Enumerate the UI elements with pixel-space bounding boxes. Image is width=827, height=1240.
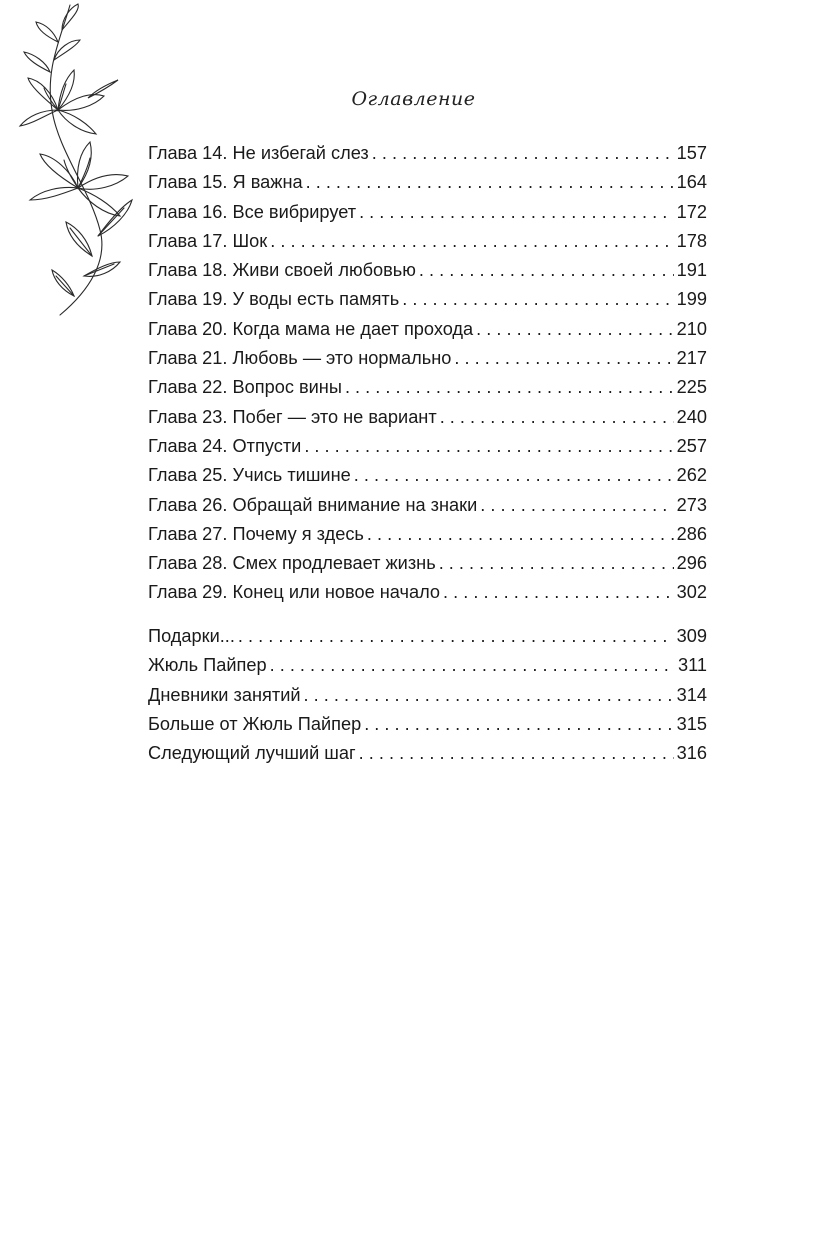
toc-entry-page: 164	[676, 172, 707, 193]
toc-extras-list	[148, 626, 707, 772]
toc-entry-label: Глава 17. Шок	[148, 230, 268, 251]
toc-entry-label: Глава 20. Когда мама не дает прохода	[148, 318, 474, 339]
toc-chapter-entry[interactable]	[148, 553, 707, 582]
dot-leader	[270, 655, 675, 676]
floral-ornament	[0, 0, 150, 330]
dot-leader	[367, 524, 674, 545]
toc-entry-label: Глава 15. Я важна	[148, 172, 303, 193]
toc-chapter-entry[interactable]	[148, 172, 707, 201]
dot-leader	[419, 260, 674, 281]
toc-entry-label: Глава 18. Живи своей любовью	[148, 260, 416, 281]
toc-entry-page: 217	[676, 348, 707, 369]
toc-chapter-entry[interactable]	[148, 231, 707, 260]
toc-title: Оглавление	[351, 88, 476, 110]
toc-entry-page: 178	[676, 230, 707, 251]
toc-extra-entry[interactable]	[148, 655, 707, 684]
toc-entry-label: Подарки...	[148, 626, 235, 646]
toc-entry-label: Следующий лучший шаг	[148, 743, 356, 764]
toc-chapter-entry[interactable]	[148, 202, 707, 231]
toc-chapter-entry[interactable]	[148, 436, 707, 465]
toc-entry-page: 316	[676, 743, 707, 764]
dot-leader	[359, 743, 674, 764]
toc-entry-page: 286	[676, 523, 707, 544]
toc-chapter-entry[interactable]	[148, 348, 707, 377]
toc-entry-label: Глава 26. Обращай внимание на знаки	[148, 494, 478, 515]
toc-entry-page: 225	[676, 377, 707, 398]
toc-chapter-list	[148, 143, 707, 612]
dot-leader	[476, 319, 673, 340]
toc-entry-label: Глава 24. Отпусти	[148, 435, 302, 456]
toc-chapter-entry[interactable]	[148, 495, 707, 524]
toc-entry-page: 314	[676, 684, 707, 705]
toc-chapter-entry[interactable]	[148, 143, 707, 172]
toc-extra-entry[interactable]	[148, 714, 707, 743]
toc-entry-label: Глава 27. Почему я здесь	[148, 523, 364, 544]
toc-entry-label: Больше от Жюль Пайпер	[148, 713, 362, 734]
dot-leader	[345, 377, 674, 398]
toc-entry-page: 273	[676, 494, 707, 515]
toc-entry-page: 311	[678, 655, 707, 676]
toc-chapter-entry[interactable]	[148, 319, 707, 348]
dot-leader	[443, 582, 674, 603]
toc-entry-page: 199	[676, 289, 707, 310]
toc-entry-page: 262	[676, 465, 707, 486]
toc-entry-label: Дневники занятий	[148, 684, 301, 705]
dot-leader	[372, 143, 674, 164]
dot-leader	[354, 465, 674, 486]
dot-leader	[454, 348, 673, 369]
toc-entry-page: 172	[676, 201, 707, 222]
toc-extra-entry[interactable]	[148, 685, 707, 714]
toc-entry-page: 257	[676, 435, 707, 456]
toc-entry-label: Глава 29. Конец или новое начало	[148, 582, 441, 603]
dot-leader	[359, 202, 674, 223]
toc-entry-page: 296	[676, 553, 707, 574]
toc-entry-page: 210	[676, 318, 707, 339]
toc-entry-page: 302	[676, 582, 707, 603]
toc-entry-label: Глава 23. Побег — это не вариант	[148, 406, 437, 427]
toc-entry-label: Глава 28. Смех продлевает жизнь	[148, 553, 436, 574]
dot-leader	[304, 685, 674, 706]
toc-entry-page: 309	[676, 626, 707, 646]
toc-entry-label: Глава 21. Любовь — это нормально	[148, 348, 452, 369]
toc-chapter-entry[interactable]	[148, 465, 707, 494]
toc-chapter-entry[interactable]	[148, 289, 707, 318]
toc-entry-page: 157	[676, 143, 707, 163]
toc-chapter-entry[interactable]	[148, 377, 707, 406]
dot-leader	[440, 407, 674, 428]
dot-leader	[439, 553, 674, 574]
dot-leader	[304, 436, 673, 457]
toc-entry-label: Глава 16. Все вибрирует	[148, 201, 357, 222]
dot-leader	[402, 289, 673, 310]
toc-entry-page: 191	[676, 260, 707, 281]
toc-entry-label: Глава 25. Учись тишине	[148, 465, 351, 486]
dot-leader	[270, 231, 673, 252]
dot-leader	[306, 172, 674, 193]
toc-entry-label: Глава 22. Вопрос вины	[148, 377, 342, 398]
dot-leader	[480, 495, 673, 516]
dot-leader	[364, 714, 673, 735]
toc-entry-page: 240	[676, 406, 707, 427]
toc-chapter-entry[interactable]	[148, 582, 707, 611]
toc-entry-label: Глава 19. У воды есть память	[148, 289, 400, 310]
toc-extra-entry[interactable]	[148, 743, 707, 772]
dot-leader	[238, 626, 674, 647]
toc-chapter-entry[interactable]	[148, 407, 707, 436]
toc-extra-entry[interactable]	[148, 626, 707, 655]
toc-entry-label: Глава 14. Не избегай слез	[148, 143, 369, 163]
toc-entry-label: Жюль Пайпер	[148, 655, 267, 676]
toc-chapter-entry[interactable]	[148, 260, 707, 289]
toc-chapter-entry[interactable]	[148, 524, 707, 553]
toc-entry-page: 315	[676, 713, 707, 734]
